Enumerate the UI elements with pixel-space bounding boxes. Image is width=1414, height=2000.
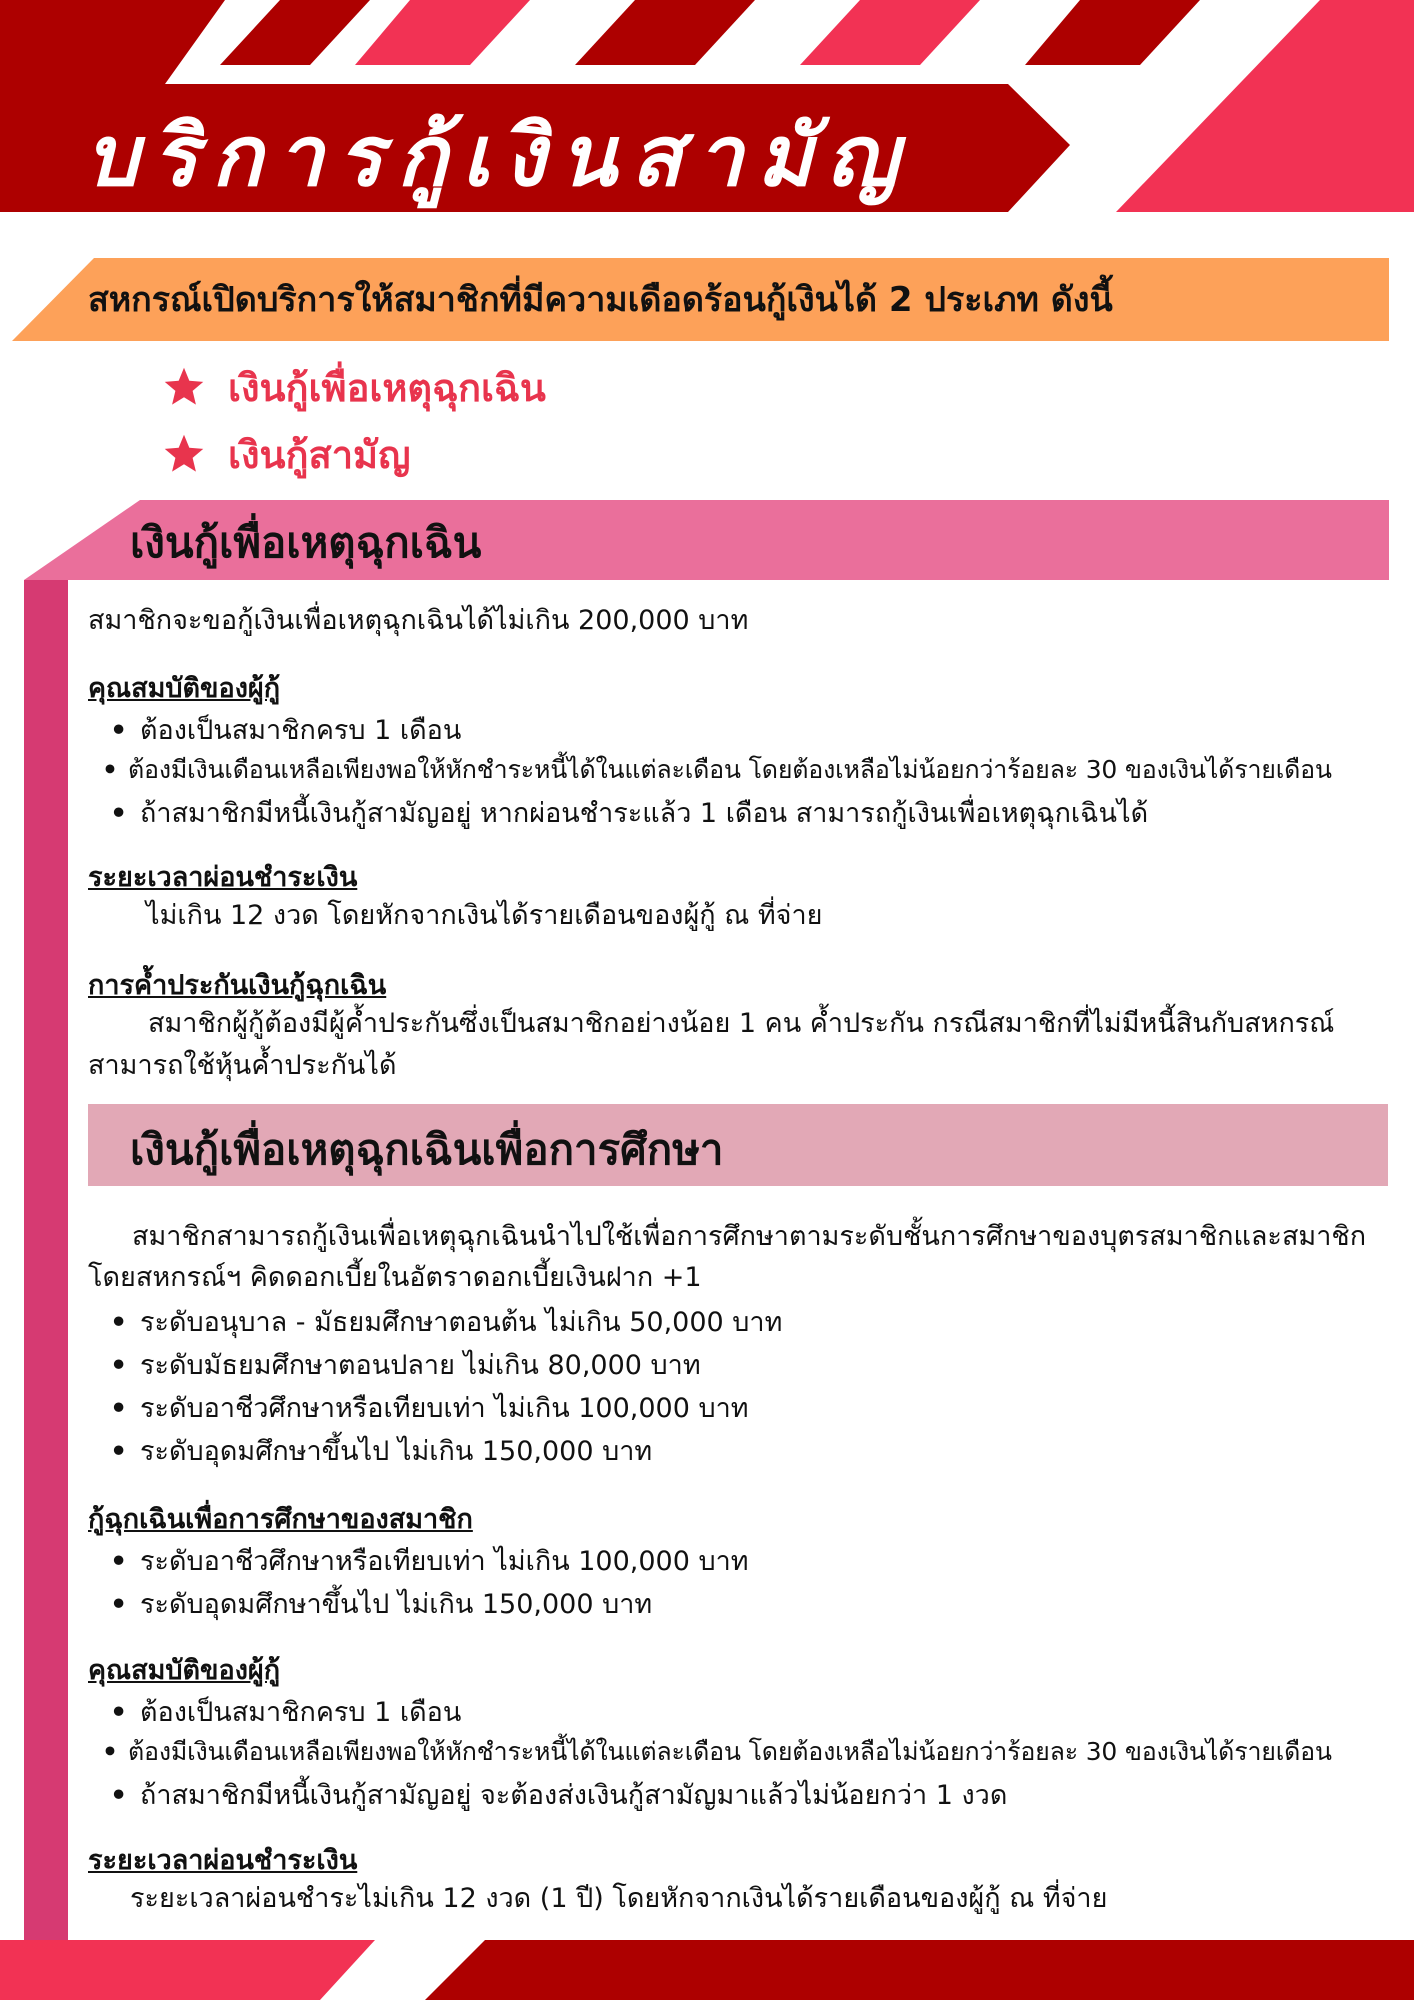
education-desc: สมาชิกสามารถกู้เงินเพื่อเหตุฉุกเฉินนำไปใช้เพื่อการศึกษาตามระดับชั้นการศึกษาของบุตรสมาชิกและสมาชิก (132, 1221, 1367, 1252)
qualification-item: • ต้องมีเงินเดือนเหลือเพียงพอให้หักชำระหนี้ได้ในแต่ละเดือน โดยต้องเหลือไม่น้อยกว่าร้อยละ 30 ของเงินได้รายเดือน (102, 1732, 1332, 1772)
guarantee-heading: การค้ำประกันเงินกู้ฉุกเฉิน (88, 970, 387, 1001)
emergency-qual-heading: คุณสมบัติของผู้กู้ (88, 673, 281, 704)
emergency-repay-heading: ระยะเวลาผ่อนชำระเงิน (88, 862, 358, 893)
education-desc-cont: โดยสหกรณ์ฯ คิดดอกเบี้ยในอัตราดอกเบี้ยเงินฝาก +1 (88, 1262, 702, 1293)
education-level-item: • ระดับอนุบาล - มัธยมศึกษาตอนต้น ไม่เกิน 50,000 บาท (110, 1300, 782, 1343)
page-title: บริการกู้เงินสามัญ (85, 106, 912, 205)
qualification-item: • ต้องมีเงินเดือนเหลือเพียงพอให้หักชำระหนี้ได้ในแต่ละเดือน โดยต้องเหลือไม่น้อยกว่าร้อยละ 30 ของเงินได้รายเดือน (102, 750, 1332, 790)
education-qual-heading: คุณสมบัติของผู้กู้ (88, 1655, 281, 1686)
guarantee-text: สมาชิกผู้กู้ต้องมีผู้ค้ำประกันซึ่งเป็นสมาชิกอย่างน้อย 1 คน ค้ำประกัน กรณีสมาชิกที่ไม่มีหนี้สินกับสหกรณ์ (148, 1008, 1335, 1039)
loan-type-label: เงินกู้สามัญ (228, 432, 411, 477)
education-level-item: • ระดับอุดมศึกษาขึ้นไป ไม่เกิน 150,000 บาท (110, 1429, 652, 1472)
education-level-item: • ระดับอาชีวศึกษาหรือเทียบเท่า ไม่เกิน 100,000 บาท (110, 1386, 749, 1429)
qualification-item: • ถ้าสมาชิกมีหนี้เงินกู้สามัญอยู่ หากผ่อนชำระแล้ว 1 เดือน สามารถกู้เงินเพื่อเหตุฉุกเฉินได้ (110, 791, 1148, 834)
member-level-item: • ระดับอุดมศึกษาขึ้นไป ไม่เกิน 150,000 บาท (110, 1582, 652, 1625)
loan-type-item (162, 362, 546, 412)
loan-type-item (162, 429, 411, 479)
member-level-item: • ระดับอาชีวศึกษาหรือเทียบเท่า ไม่เกิน 100,000 บาท (110, 1539, 749, 1582)
loan-type-label: เงินกู้เพื่อเหตุฉุกเฉิน (228, 365, 546, 410)
intro-text: สหกรณ์เปิดบริการให้สมาชิกที่มีความเดือดร้อนกู้เงินได้ 2 ประเภท ดังนี้ (88, 280, 1113, 320)
emergency-limit: สมาชิกจะขอกู้เงินเพื่อเหตุฉุกเฉินได้ไม่เกิน 200,000 บาท (88, 605, 749, 636)
star-icon (162, 432, 206, 476)
qualification-item: • ต้องเป็นสมาชิกครบ 1 เดือน (110, 708, 461, 751)
member-education-heading: กู้ฉุกเฉินเพื่อการศึกษาของสมาชิก (88, 1504, 473, 1535)
guarantee-text-cont: สามารถใช้หุ้นค้ำประกันได้ (88, 1050, 397, 1081)
education-repay-heading: ระยะเวลาผ่อนชำระเงิน (88, 1845, 358, 1876)
qualification-item: • ต้องเป็นสมาชิกครบ 1 เดือน (110, 1690, 461, 1733)
emergency-repay-text: ไม่เกิน 12 งวด โดยหักจากเงินได้รายเดือนของผู้กู้ ณ ที่จ่าย (146, 900, 823, 931)
left-accent-bar (24, 580, 68, 1940)
education-level-item: • ระดับมัธยมศึกษาตอนปลาย ไม่เกิน 80,000 บาท (110, 1343, 701, 1386)
star-icon (162, 365, 206, 409)
education-section-title: เงินกู้เพื่อเหตุฉุกเฉินเพื่อการศึกษา (130, 1125, 724, 1174)
education-repay-text: ระยะเวลาผ่อนชำระไม่เกิน 12 งวด (1 ปี) โดยหักจากเงินได้รายเดือนของผู้กู้ ณ ที่จ่าย (130, 1883, 1108, 1914)
emergency-section-title: เงินกู้เพื่อเหตุฉุกเฉิน (130, 518, 482, 567)
qualification-item: • ถ้าสมาชิกมีหนี้เงินกู้สามัญอยู่ จะต้องส่งเงินกู้สามัญมาแล้วไม่น้อยกว่า 1 งวด (110, 1773, 1007, 1816)
